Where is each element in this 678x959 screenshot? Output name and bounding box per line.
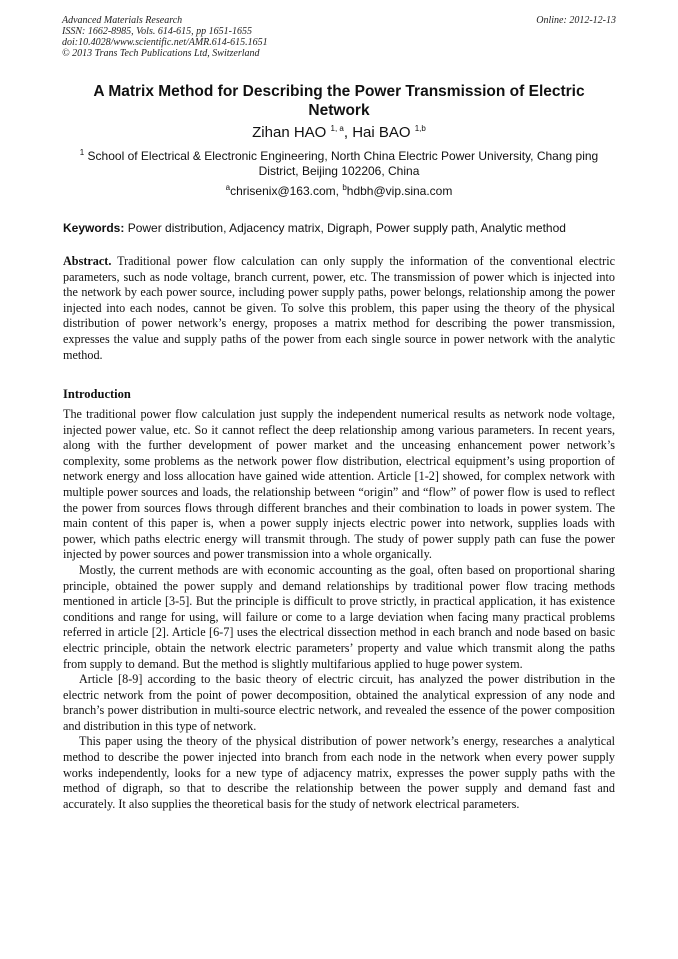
paragraph: This paper using the theory of the physical distribution of power network’s energy, researches a analytical method to describe the power injected into branch from each node in the network when every power supply works independently, looks for a new type of adjacency matrix, expresses the power supply paths with the method of digraph, so that to describe the relationship between the power supply and demand fast and accurately. It also supplies the theoretical basis for the study of network electrical parameters. bbox=[63, 734, 615, 811]
paragraph: The traditional power flow calculation just supply the independent numerical results as network node voltage, injected power value, etc. So it cannot reflect the deep relationship among various parameters. In recent years, along with the further development of power market and the unceasing enhancement power network’s complexity, some problems as the network power flow distribution, electrical equipment’s using proportion of network energy and loss allocation have gained wide attention. Article [1-2] showed, for complex network with multiple power sources and loads, the relationship between “origin” and “flow” of power flow is used to reflect the power from sources flows through different branches and their combination to loads in power system. The main content of this paper is, when a power supply injects electric power into network, supplies loads with power, which paths electric energy will transmit through. The study of power supply path can fuse the power injected by power sources and power transmission into a whole organically. bbox=[63, 407, 615, 562]
email-line bbox=[62, 184, 616, 199]
abstract-label: Abstract. bbox=[63, 254, 112, 268]
abstract-text: Traditional power flow calculation can only supply the information of the conventional electric parameters, such as node voltage, branch current, power, etc. The transmission of power which is injected into the network by each power source, including power supply paths, power belongs, relationship among the power injected into each nodes, cannot be given. To solve this problem, this paper using the theory of the physical distribution of power network’s energy, proposes a matrix method for describing the power transmission, expresses the value and supply paths of the power from each single source in power network with the analytic method. bbox=[63, 254, 616, 362]
author-superscript: 1,b bbox=[414, 124, 426, 133]
email-a[interactable]: chrisenix@163.com bbox=[230, 184, 336, 198]
section-heading-introduction: Introduction bbox=[63, 387, 131, 401]
author-name: Zihan HAO bbox=[252, 124, 327, 141]
affiliation bbox=[62, 149, 616, 179]
affiliation-mark: 1 bbox=[79, 148, 85, 157]
email-b[interactable]: hdbh@vip.sina.com bbox=[346, 184, 453, 198]
email-b-mark: b bbox=[342, 183, 347, 192]
author-line bbox=[0, 124, 678, 142]
online-date: Online: 2012-12-13 bbox=[536, 15, 616, 26]
paper-title: A Matrix Method for Describing the Power Transmission of Electric Network bbox=[93, 83, 585, 119]
keywords-text: Power distribution, Adjacency matrix, Digraph, Power supply path, Analytic method bbox=[127, 221, 566, 235]
journal-header bbox=[62, 15, 616, 59]
author-name: Hai BAO bbox=[352, 124, 411, 141]
doi-line[interactable]: doi:10.4028/www.scientific.net/AMR.614-615.1651 bbox=[62, 37, 268, 48]
affiliation-text: School of Electrical & Electronic Engineering, North China Electric Power University, Chang ping District, Beijing 102206, China bbox=[87, 149, 599, 178]
paragraph: Mostly, the current methods are with economic accounting as the goal, often based on proportional sharing principle, obtained the power supply and demand relationships by traditional power flow tracing methods mentioned in article [3-5]. But the principle is difficult to prove strictly, in practical application, it has existence conditions and range for using, will failure or come to a large deviation when facing many practical problems referred in article [2]. Article [6-7] uses the electrical dissection method in each branch and node based on basic electric principle, obtain the network electric parameters’ property and value which transmit along the paths from supply to demand. But the method is slightly multifarious applied to huge power system. bbox=[63, 562, 615, 671]
introduction-body bbox=[63, 407, 615, 812]
keywords bbox=[63, 221, 615, 236]
journal-name: Advanced Materials Research bbox=[62, 15, 183, 26]
copyright-line: © 2013 Trans Tech Publications Ltd, Switzerland bbox=[62, 48, 260, 59]
email-separator: , bbox=[335, 184, 343, 198]
keywords-label: Keywords: bbox=[63, 221, 125, 235]
author-separator: , bbox=[343, 124, 353, 141]
author-superscript: 1, a bbox=[330, 124, 344, 133]
issn-line: ISSN: 1662-8985, Vols. 614-615, pp 1651-1655 bbox=[62, 26, 252, 37]
paragraph: Article [8-9] according to the basic theory of electric circuit, has analyzed the power distribution in the electric network from the point of power decomposition, obtained the analytical expression of any node and branch’s power distribution in multi-source electric network, and revealed the essence of the power composition and distribution in this type of network. bbox=[63, 672, 615, 733]
abstract bbox=[63, 254, 615, 363]
email-a-mark: a bbox=[225, 183, 231, 192]
